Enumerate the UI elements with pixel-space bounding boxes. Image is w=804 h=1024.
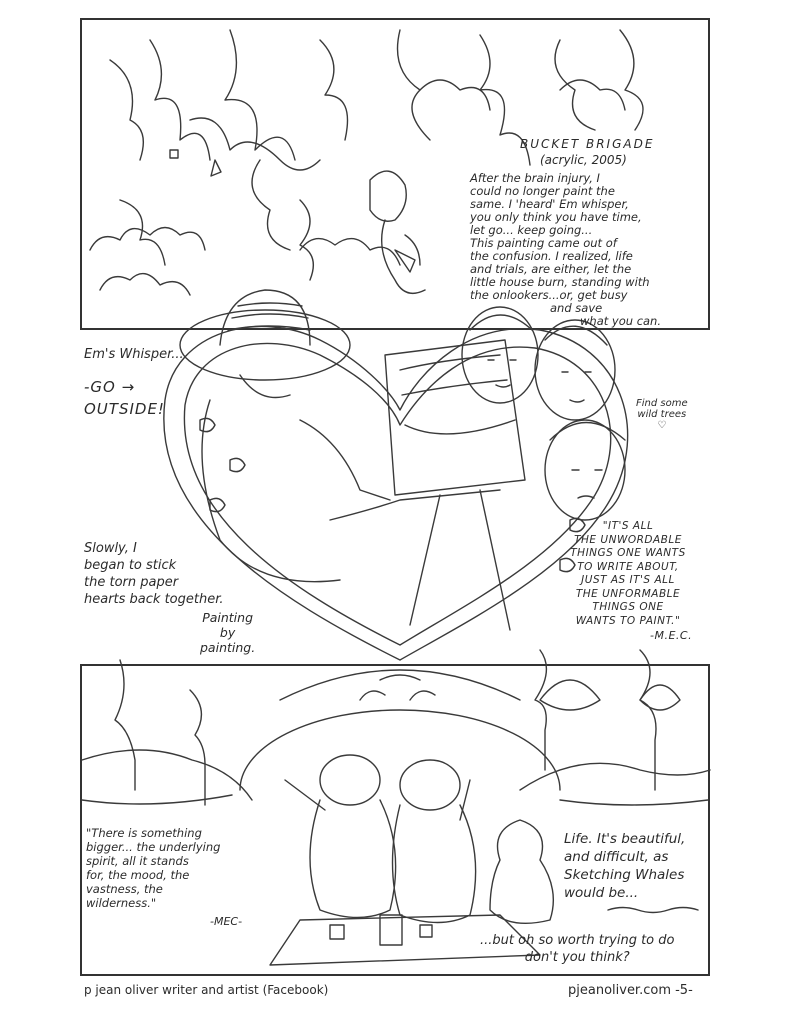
story-line: the confusion. I realized, life — [470, 249, 633, 263]
painting-by-painting-text: Painting by painting. — [200, 610, 256, 655]
woman-painter-drawing — [180, 290, 500, 582]
story-line: same. I 'heard' Em whisper, — [470, 197, 629, 211]
worth-trying-text: ...but oh so worth trying to do don't you think? — [480, 933, 675, 965]
painting-medium: (acrylic, 2005) — [540, 153, 627, 167]
story-line: could no longer paint the — [470, 184, 615, 198]
story-line: little house burn, standing with — [470, 275, 650, 289]
signature-scribble — [608, 908, 698, 913]
story-line: and save — [550, 301, 603, 315]
story-line: you only think you have time, — [470, 210, 642, 224]
whimsical-trees-drawing — [115, 650, 680, 805]
story-line: This painting came out of — [470, 236, 617, 250]
go-outside-text: -GO → OUTSIDE! — [84, 378, 165, 418]
mec-quote-attribution: -M.E.C. — [650, 629, 693, 642]
em-whisper-text: Em's Whisper... — [84, 347, 184, 362]
wilderness-quote-attribution: -MEC- — [210, 915, 243, 928]
wild-trees-text: Find some wild trees ♡ — [636, 398, 688, 432]
life-beautiful-text: Life. It's beautiful, and difficult, as Sketching Whales would be... — [564, 831, 686, 901]
easel-canvas-drawing — [385, 340, 525, 630]
mec-quote: "IT'S ALL THE UNWORDABLE THINGS ONE WANTS TO WRITE ABOUT, JUST AS IT'S ALL THE UNFORMABLE THINGS ONE WANTS TO PAINT." — [570, 520, 686, 627]
story-line: and trials, are either, let the — [470, 262, 632, 276]
footer-credit: p jean oliver writer and artist (Facebook) — [84, 983, 329, 997]
firefighter-figure-drawing — [370, 171, 425, 293]
story-line: let go... keep going... — [470, 223, 593, 237]
wilderness-quote: "There is something bigger... the underlying spirit, all it stands for, the mood, the vastness, the wilderness." — [86, 826, 221, 910]
painting-title: BUCKET BRIGADE — [520, 137, 655, 151]
slowly-text: Slowly, I began to stick the torn paper hearts back together. — [84, 541, 224, 607]
onlooker-faces-drawing — [462, 307, 625, 520]
story-line: After the brain injury, I — [470, 171, 600, 185]
footer-website: pjeanoliver.com -5- — [568, 983, 693, 998]
story-line: what you can. — [580, 314, 662, 328]
story-line: the onlookers...or, get busy — [470, 288, 628, 302]
sunset-landscape-drawing — [82, 670, 710, 805]
two-sketchers-drawing — [285, 755, 476, 923]
story-text — [470, 172, 708, 328]
cat-drawing — [490, 820, 553, 923]
